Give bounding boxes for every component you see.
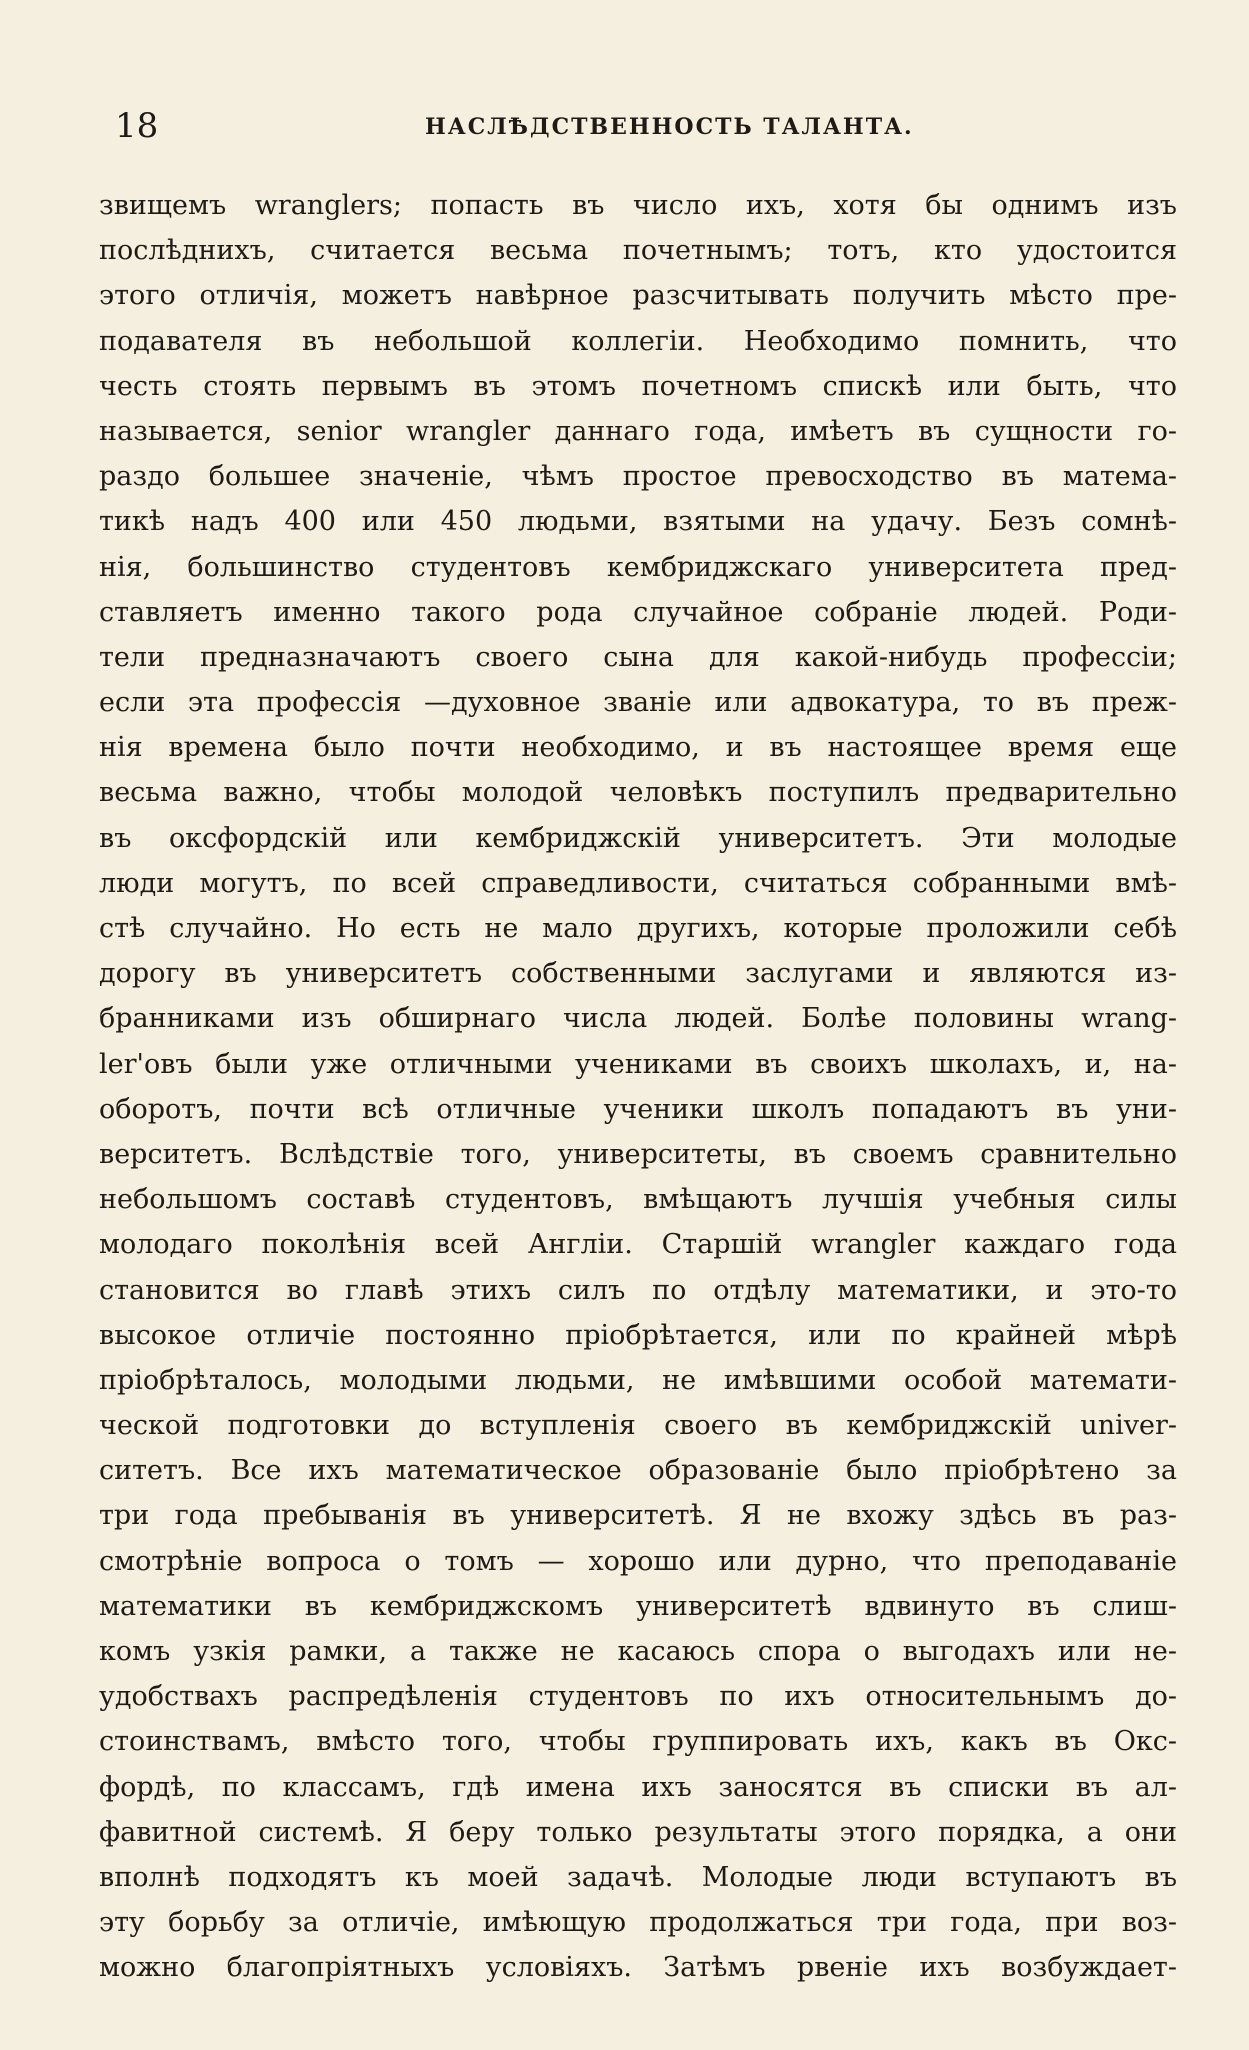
text-line: бранниками изъ обширнаго числа людей. Болѣе половины wrang- (99, 1003, 1177, 1035)
text-line: ситетъ. Все ихъ математическое образованіе было пріобрѣтено за (99, 1455, 1177, 1487)
text-line: оборотъ, почти всѣ отличные ученики школъ попадаютъ въ уни- (99, 1093, 1177, 1125)
text-line: математики въ кембриджскомъ университетѣ вдвинуто въ слиш- (99, 1590, 1177, 1622)
text-line: пріобрѣталось, молодыми людьми, не имѣвшими особой математи- (99, 1364, 1177, 1396)
text-line: подавателя въ небольшой коллегіи. Необходимо помнить, что (99, 325, 1177, 357)
body-text (99, 183, 1177, 1991)
text-line: фордѣ, по классамъ, гдѣ имена ихъ заносятся въ списки въ ал- (99, 1771, 1177, 1803)
text-line: этого отличія, можетъ навѣрное разсчитывать получить мѣсто пре- (99, 280, 1177, 312)
text-line: удобствахъ распредѣленія студентовъ по ихъ относительнымъ до- (99, 1681, 1177, 1713)
text-line: ler'овъ были уже отличными учениками въ своихъ школахъ, и, на- (99, 1048, 1177, 1080)
text-line: верситетъ. Вслѣдствіе того, университеты, въ своемъ сравнительно (99, 1138, 1177, 1170)
page-header (115, 104, 1175, 148)
text-line: дорогу въ университетъ собственными заслугами и являются из- (99, 958, 1177, 990)
text-line: ставляетъ именно такого рода случайное собраніе людей. Роди- (99, 596, 1177, 628)
text-line: нія времена было почти необходимо, и въ настоящее время еще (99, 732, 1177, 764)
text-line: раздо большее значеніе, чѣмъ простое превосходство въ матема- (99, 461, 1177, 493)
text-line: становится во главѣ этихъ силъ по отдѣлу математики, и это-то (99, 1274, 1177, 1306)
text-line: можно благопріятныхъ условіяхъ. Затѣмъ рвеніе ихъ возбуждает- (99, 1952, 1177, 1984)
text-line: послѣднихъ, считается весьма почетнымъ; тотъ, кто удостоится (99, 235, 1177, 267)
text-line: стѣ случайно. Но есть не мало другихъ, которые проложили себѣ (99, 913, 1177, 944)
text-line: ческой подготовки до вступленія своего въ кембриджскій univer- (99, 1410, 1177, 1442)
text-line: люди могутъ, по всей справедливости, считаться собранными вмѣ- (99, 867, 1177, 899)
text-line: молодаго поколѣнія всей Англіи. Старшій wrangler каждаго года (99, 1229, 1177, 1261)
text-line: эту борьбу за отличіе, имѣющую продолжаться три года, при воз- (99, 1907, 1177, 1939)
text-line: комъ узкія рамки, а также не касаюсь спора о выгодахъ или не- (99, 1636, 1177, 1667)
text-line: высокое отличіе постоянно пріобрѣтается, или по крайней мѣрѣ (99, 1319, 1177, 1351)
text-line: нія, большинство студентовъ кембриджскаго университета пред- (99, 551, 1177, 583)
text-line: если эта профессія —духовное званіе или адвокатура, то въ преж- (99, 687, 1177, 719)
text-line: весьма важно, чтобы молодой человѣкъ поступилъ предварительно (99, 777, 1177, 809)
running-title: НАСЛѢДСТВЕННОСТЬ ТАЛАНТА. (425, 114, 914, 140)
text-line: честь стоять первымъ въ этомъ почетномъ спискѣ или быть, что (99, 370, 1177, 402)
text-line: три года пребыванія въ университетѣ. Я не вхожу здѣсь въ раз- (99, 1500, 1177, 1532)
text-line: въ оксфордскій или кембриджскій университетъ. Эти молодые (99, 822, 1177, 854)
text-line: вполнѣ подходятъ къ моей задачѣ. Молодые люди вступаютъ въ (99, 1861, 1177, 1893)
text-line: тели предназначаютъ своего сына для какой-нибудь профессіи; (99, 641, 1177, 673)
text-line: стоинствамъ, вмѣсто того, чтобы группировать ихъ, какъ въ Окс- (99, 1726, 1177, 1758)
text-line: смотрѣніе вопроса о томъ — хорошо или дурно, что преподаваніе (99, 1545, 1177, 1577)
text-line: небольшомъ составѣ студентовъ, вмѣщаютъ лучшія учебныя силы (99, 1184, 1177, 1216)
page-number: 18 (115, 106, 159, 146)
text-line: тикѣ надъ 400 или 450 людьми, взятыми на удачу. Безъ сомнѣ- (99, 506, 1177, 538)
text-line: называется, senior wrangler даннаго года, имѣетъ въ сущности го- (99, 415, 1177, 447)
text-line: звищемъ wranglers; попасть въ число ихъ, хотя бы однимъ изъ (99, 190, 1177, 221)
text-line: фавитной системѣ. Я беру только результаты этого порядка, а они (99, 1816, 1177, 1848)
